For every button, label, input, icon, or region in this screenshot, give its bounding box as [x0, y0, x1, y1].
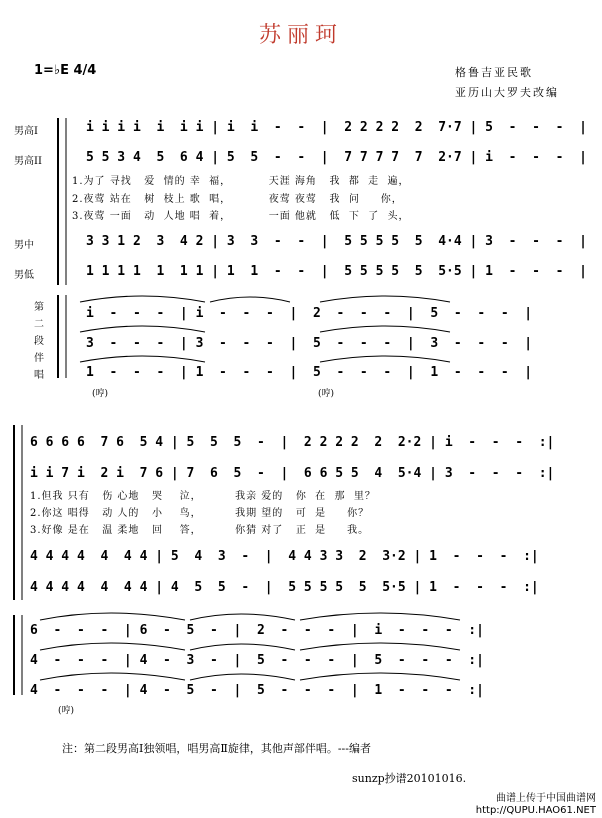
s2-tenor1-notes: 6 6 6 6 7 6 5 4 | 5 5 5 - | 2 2 2 2 2 2·2 | i - - - :|: [30, 435, 555, 450]
accomp-label-4: 伴: [34, 353, 44, 364]
transcriber-signature: sunzp抄谱20101016.: [352, 772, 467, 785]
s1-accomp-lower: 1 - - - | 1 - - - | 5 - - - | 1 - - - |: [86, 365, 533, 380]
label-tenor1: 男高I: [14, 126, 38, 137]
footer-site-url: http://QUPU.HAO61.NET: [475, 805, 596, 816]
s2-accomp-middle: 4 - - - | 4 - 3 - | 5 - - - | 5 - - - :|: [30, 653, 484, 668]
s2-lyric-verse2: 2.你这 唱得 动 人的 小 鸟， 我期 望的 可 是 你？: [30, 508, 370, 519]
s1-accomp-upper: i - - - | i - - - | 2 - - - | 5 - - - |: [86, 306, 533, 321]
s1-hum-2: (哼): [318, 389, 335, 399]
s2-bass-notes: 4 4 4 4 4 4 4 | 4 5 5 - | 5 5 5 5 5 5·5 | 1 - - - :|: [30, 580, 539, 595]
accomp-label-5: 唱: [34, 370, 44, 381]
s2-lyric-verse3: 3.好像 是在 温 柔地 回 答， 你猜 对了 正 是 我。: [30, 525, 370, 536]
s1-baritone-notes: 3 3 1 2 3 4 2 | 3 3 - - | 5 5 5 5 5 4·4 | 3 - - - |: [86, 234, 587, 249]
s1-hum-1: (哼): [92, 389, 109, 399]
s1-lyric-verse3: 3.夜莺 一面 动 人地 唱 着， 一面 他就 低 下 了 头，: [72, 211, 410, 222]
s1-bass-notes: 1 1 1 1 1 1 1 | 1 1 - - | 5 5 5 5 5 5·5 | 1 - - - |: [86, 264, 587, 279]
s2-baritone-notes: 4 4 4 4 4 4 4 | 5 4 3 - | 4 4 3 3 2 3·2 | 1 - - - :|: [30, 549, 539, 564]
key-signature: 1=♭E 4/4: [34, 63, 97, 78]
s1-tenor2-notes: 5 5 3 4 5 6 4 | 5 5 - - | 7 7 7 7 7 2·7 | i - - - |: [86, 150, 587, 165]
s1-accomp-middle: 3 - - - | 3 - - - | 5 - - - | 3 - - - |: [86, 336, 533, 351]
s1-lyric-verse2: 2.夜莺 站在 树 枝上 歌 唱， 夜莺 夜莺 我 问 你，: [72, 194, 403, 205]
s1-lyric-verse1: 1.为了 寻找 爱 情的 幸 福， 天涯 海角 我 都 走 遍，: [72, 176, 410, 187]
footnote: 注：第二段男高Ⅰ独领唱，唱男高Ⅱ旋律，其他声部伴唱。---编者: [62, 742, 371, 755]
accomp-label-3: 段: [34, 336, 44, 347]
credit-arranger: 亚历山大罗夫改编: [455, 86, 559, 99]
s2-lyric-verse1: 1.但我 只有 伤 心地 哭 泣， 我亲 爱的 你 在 那 里？: [30, 491, 376, 502]
song-title: 苏丽珂: [258, 23, 343, 48]
site-footer: [476, 793, 596, 817]
s1-tenor1-notes: i i i i i i i | i i - - | 2 2 2 2 2 7·7 | 5 - - - |: [86, 120, 587, 135]
label-tenor2: 男高II: [14, 156, 42, 167]
label-baritone: 男中: [14, 240, 34, 251]
credit-origin: 格鲁吉亚民歌: [455, 66, 533, 79]
s2-accomp-lower: 4 - - - | 4 - 5 - | 5 - - - | 1 - - - :|: [30, 683, 484, 698]
footer-site-name: 曲谱上传于中国曲谱网: [496, 793, 596, 804]
accomp-label-1: 第: [34, 302, 44, 313]
s2-tenor2-notes: i i 7 i 2 i 7 6 | 7 6 5 - | 6 6 5 5 4 5·4 | 3 - - - :|: [30, 466, 555, 481]
s2-accomp-upper: 6 - - - | 6 - 5 - | 2 - - - | i - - - :|: [30, 623, 484, 638]
accomp-label-2: 二: [34, 319, 44, 330]
s2-hum-1: (哼): [58, 706, 75, 716]
label-bass: 男低: [14, 270, 34, 281]
